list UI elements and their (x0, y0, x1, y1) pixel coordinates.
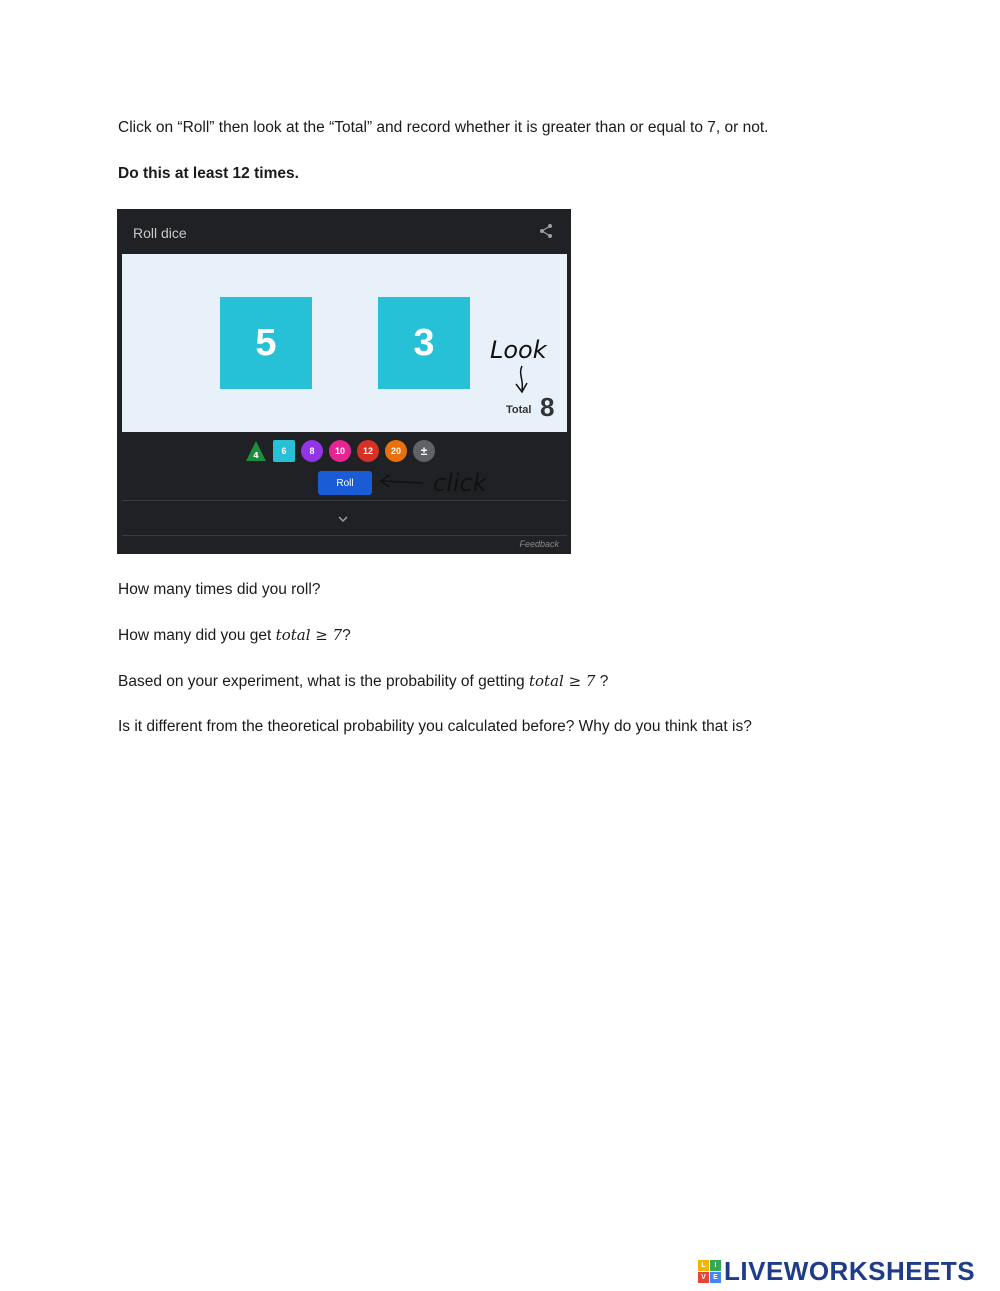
math-expression: total ≥ 7 (529, 672, 596, 690)
arrow-down-icon (516, 366, 527, 392)
logo-mark: L I V E (698, 1260, 721, 1283)
roll-button: Roll (318, 471, 372, 495)
dice-type-selector (245, 439, 435, 463)
liveworksheets-logo (698, 1256, 975, 1287)
widget-title: Roll dice (133, 225, 187, 241)
die-one: 5 (220, 297, 312, 389)
look-text: Look (490, 336, 547, 364)
question-count: How many did you get total ≥ 7? (118, 626, 351, 644)
math-expression: total ≥ 7 (275, 626, 343, 644)
arrow-left-icon (381, 475, 423, 487)
svg-text:4: 4 (253, 451, 259, 460)
share-icon (539, 223, 553, 244)
d6-chip: 6 (273, 440, 295, 462)
d4-chip (245, 440, 267, 462)
divider (122, 500, 567, 501)
question-rolls: How many times did you roll? (118, 581, 321, 598)
dice-widget-screenshot (117, 209, 571, 554)
d20-chip: 20 (385, 440, 407, 462)
d12-chip: 12 (357, 440, 379, 462)
question-probability: Based on your experiment, what is the probability of getting total ≥ 7 ? (118, 672, 609, 690)
click-text: click (433, 469, 487, 497)
d10-chip: 10 (329, 440, 351, 462)
question-compare: Is it different from the theoretical probability you calculated before? Why do you think that is? (118, 718, 752, 735)
chevron-down-icon (337, 510, 349, 528)
click-annotation (375, 467, 505, 499)
d8-chip: 8 (301, 440, 323, 462)
total-value: 8 (540, 392, 555, 422)
die-two: 3 (378, 297, 470, 389)
instruction-text: Click on “Roll” then look at the “Total” and record whether it is greater than or equal to 7, or not. (118, 119, 769, 136)
feedback-link: Feedback (519, 539, 559, 549)
plus-minus-chip: ± (413, 440, 435, 462)
total-label: Total (506, 404, 532, 416)
brand-name: LIVEWORKSHEETS (724, 1256, 976, 1286)
divider (122, 535, 567, 536)
dice-stage (122, 254, 567, 432)
look-annotation (488, 334, 558, 400)
instruction-repeat: Do this at least 12 times. (118, 165, 299, 182)
